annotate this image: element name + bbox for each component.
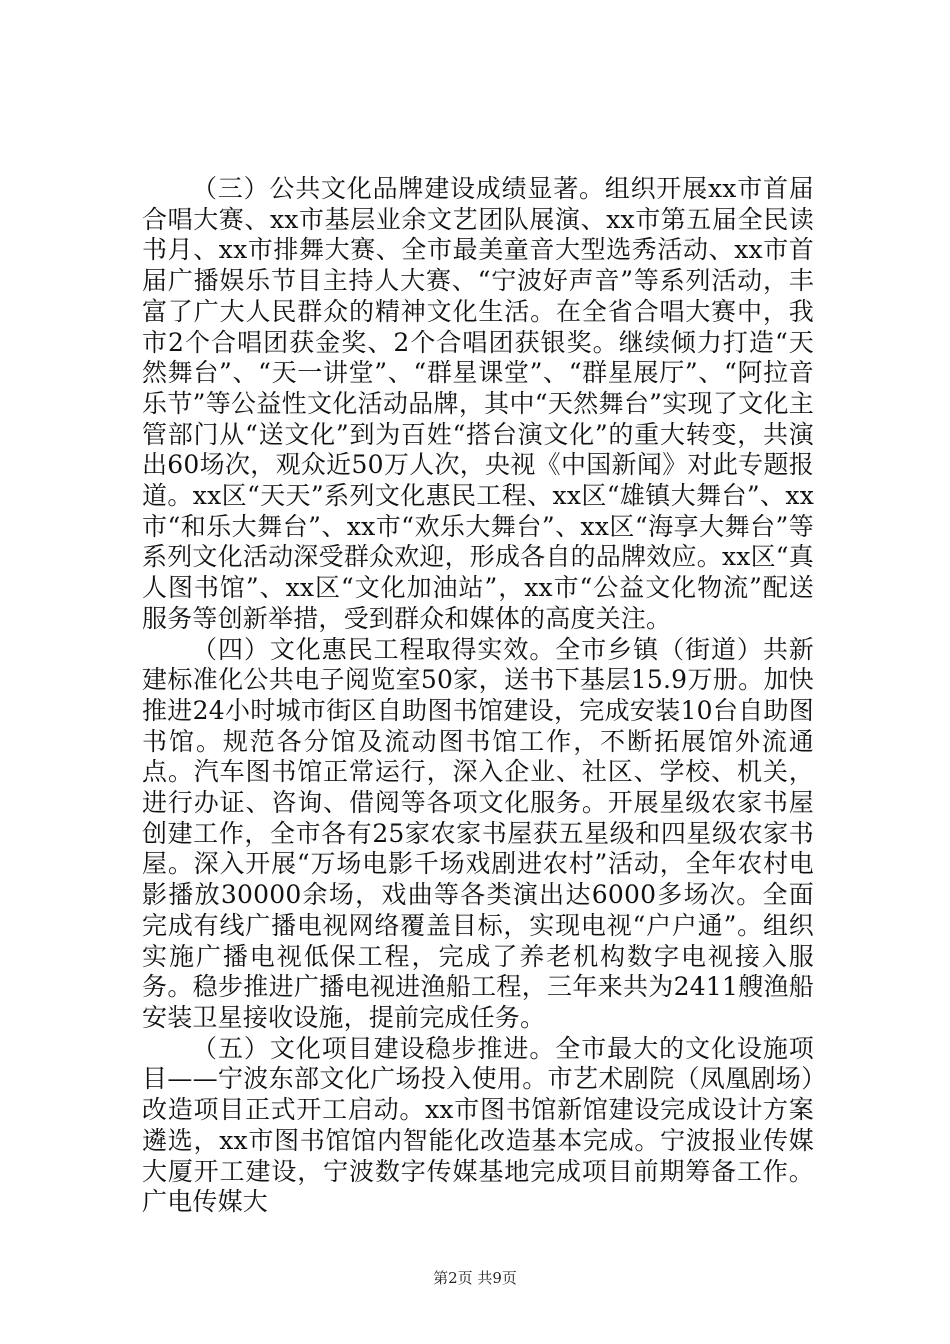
document-body bbox=[142, 174, 814, 1218]
paragraph-culture-project-construction: （五）文化项目建设稳步推进。全市最大的文化设施项目——宁波东部文化广场投入使用。市艺术剧院（凤凰剧场）改造项目正式开工启动。xx市图书馆新馆建设完成设计方案遴选，xx市图书馆馆内智能化改造基本完成。宁波报业传媒大厦开工建设，宁波数字传媒基地完成项目前期筹备工作。广电传媒大 bbox=[142, 1033, 814, 1217]
page-number-footer: 第2页 共9页 bbox=[433, 1269, 517, 1287]
paragraph-public-culture-brand: （三）公共文化品牌建设成绩显著。组织开展xx市首届合唱大赛、xx市基层业余文艺团队展演、xx市第五届全民读书月、xx市排舞大赛、全市最美童音大型选秀活动、xx市首届广播娱乐节目主持人大赛、“宁波好声音”等系列活动，丰富了广大人民群众的精神文化生活。在全省合唱大赛中，我市2个合唱团获金奖、2个合唱团获银奖。继续倾力打造“天然舞台”、“天一讲堂”、“群星课堂”、“群星展厅”、“阿拉音乐节”等公益性文化活动品牌，其中“天然舞台”实现了文化主管部门从“送文化”到为百姓“搭台演文化”的重大转变，共演出60场次，观众近50万人次，央视《中国新闻》对此专题报道。xx区“天天”系列文化惠民工程、xx区“雄镇大舞台”、xx市“和乐大舞台”、xx市“欢乐大舞台”、xx区“海享大舞台”等系列文化活动深受群众欢迎，形成各自的品牌效应。xx区“真人图书馆”、xx区“文化加油站”，xx市“公益文化物流”配送服务等创新举措，受到群众和媒体的高度关注。 bbox=[142, 174, 814, 633]
paragraph-culture-benefit-project: （四）文化惠民工程取得实效。全市乡镇（街道）共新建标准化公共电子阅览室50家，送书下基层15.9万册。加快推进24小时城市街区自助图书馆建设，完成安装10台自助图书馆。规范各分馆及流动图书馆工作，不断拓展馆外流通点。汽车图书馆正常运行，深入企业、社区、学校、机关，进行办证、咨询、借阅等各项文化服务。开展星级农家书屋创建工作，全市各有25家农家书屋获五星级和四星级农家书屋。深入开展“万场电影千场戏剧进农村”活动，全年农村电影播放30000余场，戏曲等各类演出达6000多场次。全面完成有线广播电视网络覆盖目标，实现电视“户户通”。组织实施广播电视低保工程，完成了养老机构数字电视接入服务。稳步推进广播电视进渔船工程，三年来共为2411艘渔船安装卫星接收设施，提前完成任务。 bbox=[142, 634, 814, 1032]
